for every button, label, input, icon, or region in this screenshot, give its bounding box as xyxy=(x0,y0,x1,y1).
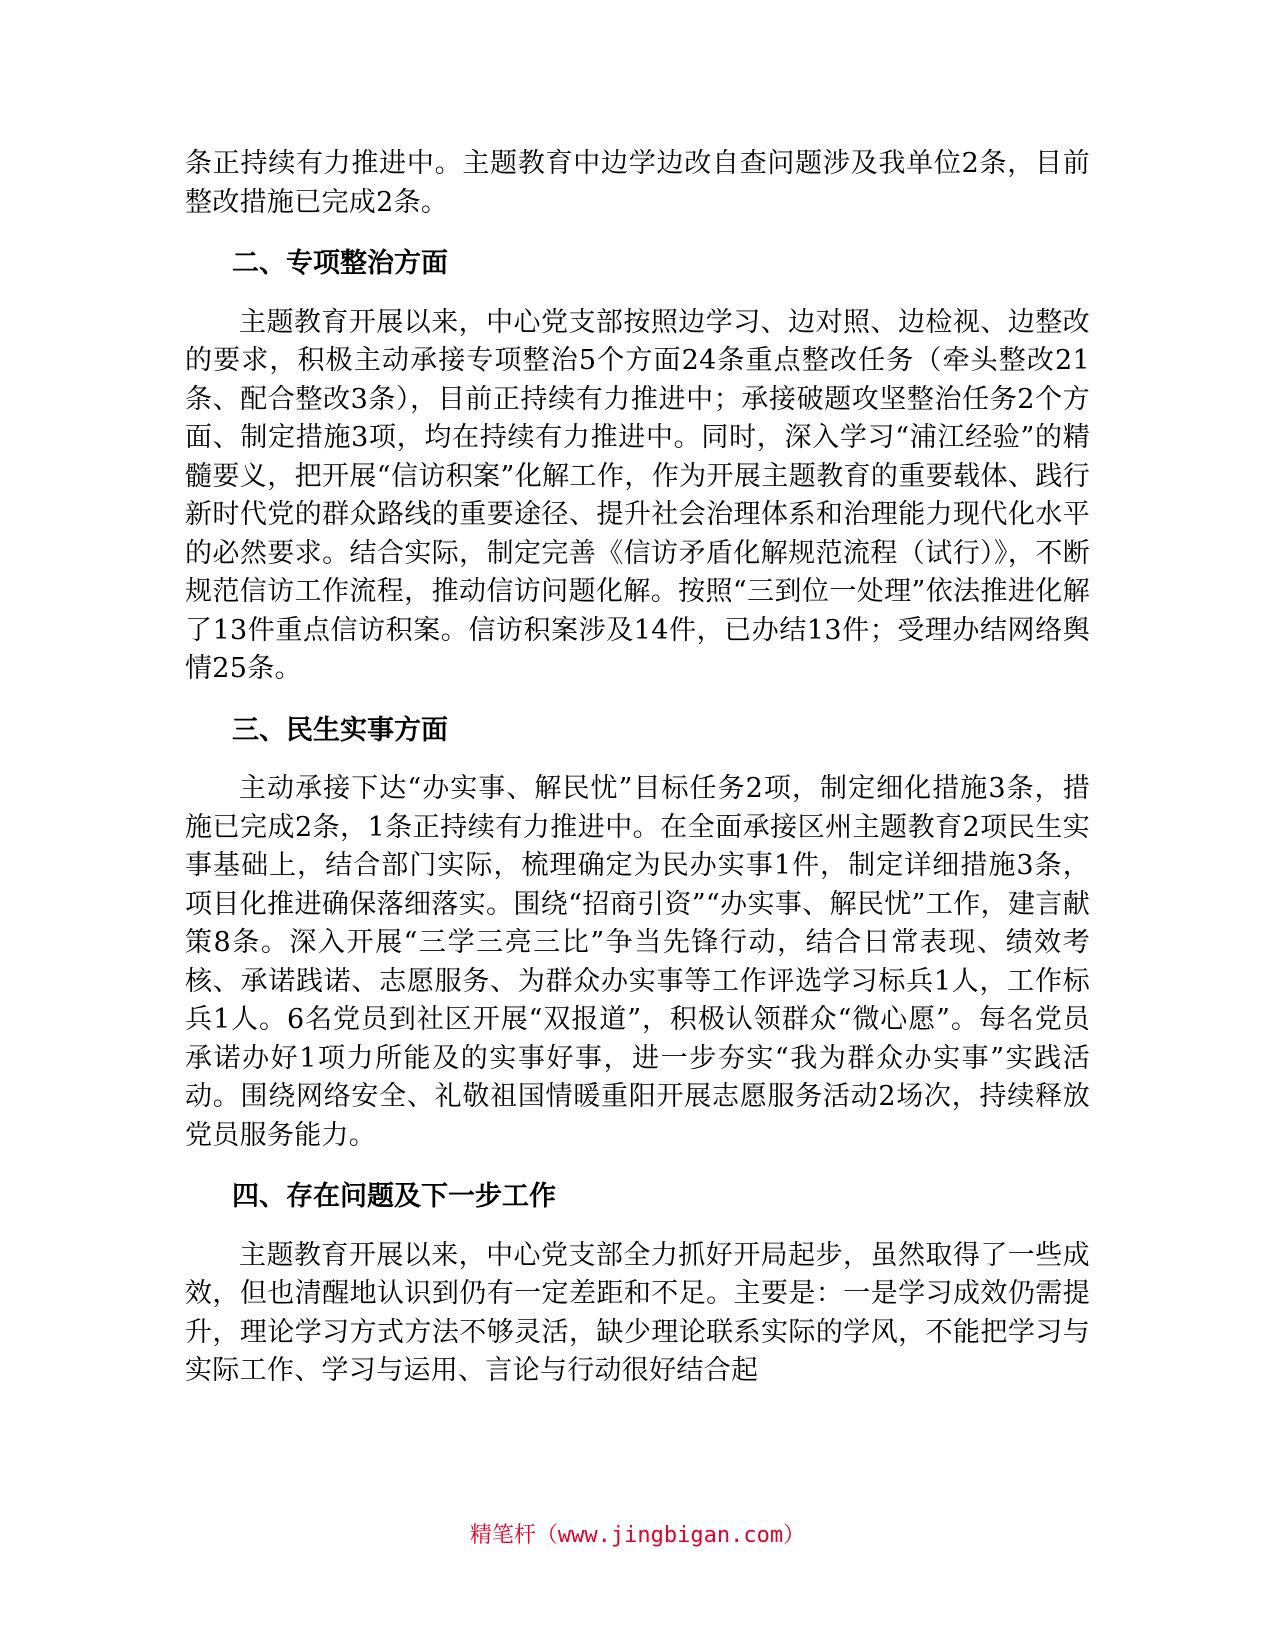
footer-watermark-link[interactable]: 精笔杆（www.jingbigan.com） xyxy=(469,1523,806,1548)
section-body-special-rectification: 主题教育开展以来，中心党支部按照边学习、边对照、边检视、边整改的要求，积极主动承接专项整治5个方面24条重点整改任务（牵头整改21条、配合整改3条），目前正持续有力推进中；承接破题攻坚整治任务2个方面、制定措施3项，均在持续有力推进中。同时，深入学习“浦江经验”的精髓要义，把开展“信访积案”化解工作，作为开展主题教育的重要载体、践行新时代党的群众路线的重要途径、提升社会治理体系和治理能力现代化水平的必然要求。结合实际，制定完善《信访矛盾化解规范流程（试行）》，不断规范信访工作流程，推动信访问题化解。按照“三到位一处理”依法推进化解了13件重点信访积案。信访积案涉及14件，已办结13件；受理办结网络舆情25条。 xyxy=(185,306,1090,684)
section-heading-livelihood: 三、民生实事方面 xyxy=(232,714,448,746)
spacer xyxy=(185,750,1090,770)
spacer xyxy=(185,1155,1090,1178)
document-page xyxy=(185,145,1090,1391)
spacer xyxy=(185,222,1090,245)
section-body-problems-next-steps: 主题教育开展以来，中心党支部全力抓好开局起步，虽然取得了一些成效，但也清醒地认识到仍有一定差距和不足。主要是：一是学习成效仍需提升，理论学习方式方法不够灵活，缺少理论联系实际的学风，不能把学习与实际工作、学习与运用、言论与行动很好结合起 xyxy=(185,1239,1090,1386)
section-heading-special-rectification: 二、专项整治方面 xyxy=(232,248,448,279)
spacer xyxy=(185,1217,1090,1237)
spacer xyxy=(185,284,1090,304)
section-body-livelihood: 主动承接下达“办实事、解民忧”目标任务2项，制定细化措施3条，措施已完成2条，1条正持续有力推进中。在全面承接区州主题教育2项民生实事基础上，结合部门实际，梳理确定为民办实事1件，制定详细措施3条，项目化推进确保落细落实。围绕“招商引资”“办实事、解民忧”工作，建言献策8条。深入开展“三学三亮三比”争当先锋行动，结合日常表现、绩效考核、承诺践诺、志愿服务、为群众办实事等工作评选学习标兵1人，工作标兵1人。6名党员到社区开展“双报道”，积极认领群众“微心愿”。每名党员承诺办好1项力所能及的实事好事，进一步夯实“我为群众办实事”实践活动。围绕网络安全、礼敬祖国情暖重阳开展志愿服务活动2场次，持续释放党员服务能力。 xyxy=(185,773,1090,1151)
continuation-paragraph: 条正持续有力推进中。主题教育中边学边改自查问题涉及我单位2条，目前整改措施已完成2条。 xyxy=(185,148,1090,218)
section-heading-problems-next-steps: 四、存在问题及下一步工作 xyxy=(232,1181,556,1212)
spacer xyxy=(185,689,1090,712)
